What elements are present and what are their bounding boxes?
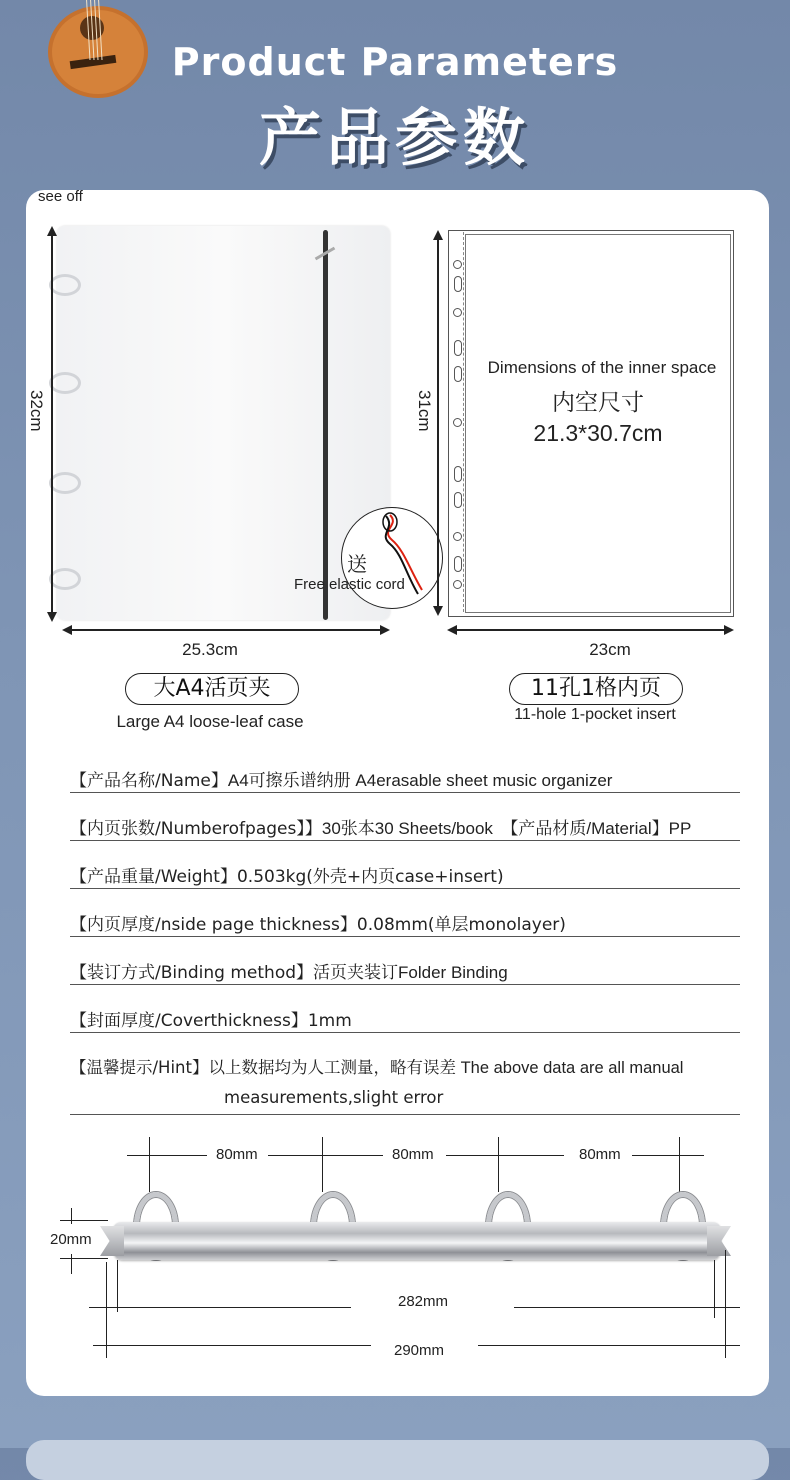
ring-spacing-1: 80mm: [216, 1146, 258, 1163]
dimension-tick: [679, 1137, 680, 1192]
dimension-line: [632, 1155, 704, 1156]
spec-value: 0.503kg(外壳+内页case+insert): [236, 867, 504, 887]
inner-space-label-en: Dimensions of the inner space: [487, 358, 717, 377]
spec-value: A4可擦乐谱纳册 A4erasable sheet music organizer: [227, 771, 613, 790]
dimension-tick: [725, 1250, 726, 1358]
dimension-line: [60, 1220, 108, 1221]
case-name-en: Large A4 loose-leaf case: [116, 712, 304, 731]
arrow-right-icon: [380, 625, 390, 635]
next-card-edge: [26, 1440, 769, 1480]
binder-height-label: 20mm: [50, 1231, 92, 1248]
insert-width-dimension-line: [456, 629, 726, 631]
dimension-line: [89, 1307, 351, 1308]
spec-row-name: [70, 766, 740, 793]
ring-spacing-2: 80mm: [392, 1146, 434, 1163]
spec-row-cover: [70, 1006, 740, 1033]
spec-value-continued: measurements,slight error: [224, 1088, 444, 1107]
insert-hole: [453, 532, 462, 541]
spec-row-weight: [70, 862, 740, 889]
dimension-line: [93, 1345, 371, 1346]
dimension-tick: [714, 1260, 715, 1318]
ring-spacing-3: 80mm: [579, 1146, 621, 1163]
dimension-tick: [106, 1262, 107, 1358]
dimension-line: [478, 1345, 740, 1346]
arrow-up-icon: [433, 230, 443, 240]
insert-hole: [454, 276, 462, 292]
dimension-tick: [71, 1254, 72, 1274]
arrow-left-icon: [447, 625, 457, 635]
binder-total-length: 290mm: [394, 1342, 445, 1359]
case-height-label: 32cm: [27, 390, 46, 432]
spec-label: 【内页张数/Numberofpages】: [70, 819, 305, 839]
dimension-line: [514, 1307, 740, 1308]
insert-name-en: 11-hole 1-pocket insert: [514, 706, 676, 723]
width-dimension-line: [70, 629, 382, 631]
spec-row-thickness: [70, 910, 740, 937]
spec-value: 活页夹装订Folder Binding: [313, 963, 508, 982]
gift-label-cn: 送: [347, 552, 367, 576]
insert-hole: [454, 556, 462, 572]
spec-label: 【内页厚度/nside page thickness】: [70, 915, 357, 935]
arrow-right-icon: [724, 625, 734, 635]
arrow-down-icon: [433, 606, 443, 616]
binder-inner-length: 282mm: [398, 1293, 449, 1310]
dimension-tick: [117, 1260, 118, 1312]
insert-hole: [453, 308, 462, 317]
insert-height-label: 31cm: [415, 390, 434, 432]
height-dimension-line: [51, 234, 53, 614]
insert-hole: [454, 366, 462, 382]
dimension-line: [127, 1155, 207, 1156]
insert-hole: [453, 580, 462, 589]
dimension-tick: [498, 1137, 499, 1192]
spec-row-binding: [70, 958, 740, 985]
dimension-line: [446, 1155, 564, 1156]
dimension-line: [268, 1155, 383, 1156]
spec-label: 【温馨提示/Hint】: [70, 1058, 209, 1077]
spec-label: 【封面厚度/Coverthickness】: [70, 1011, 308, 1031]
arrow-left-icon: [62, 625, 72, 635]
dimension-tick: [71, 1208, 72, 1224]
arrow-down-icon: [47, 612, 57, 622]
case-name-pill: 大A4活页夹: [125, 673, 299, 705]
insert-hole: [453, 260, 462, 269]
elastic-band: [323, 230, 328, 620]
page-title-en: Product Parameters: [171, 40, 619, 84]
inner-space-label-cn: 内空尺寸: [552, 390, 644, 416]
spec-value: 以上数据均为人工测量，略有误差 The above data are all manual: [208, 1059, 684, 1077]
insert-height-dimension-line: [437, 238, 439, 610]
insert-hole: [453, 418, 462, 427]
spec-row-pages: [70, 814, 740, 841]
spec-label: 【产品名称/Name】: [70, 771, 228, 791]
spec-value: 】30张本30 Sheets/book 【产品材质/Material】PP: [304, 819, 692, 838]
insert-width-label: 23cm: [589, 640, 631, 659]
dimension-tick: [149, 1137, 150, 1192]
case-width-label: 25.3cm: [182, 640, 238, 659]
loose-leaf-case-image: [57, 226, 390, 620]
insert-hole: [454, 340, 462, 356]
insert-hole: [454, 466, 462, 482]
insert-name-pill: 11孔1格内页: [509, 673, 683, 705]
spec-value: 0.08mm(单层monolayer): [356, 915, 566, 935]
insert-hole: [454, 492, 462, 508]
dimension-tick: [322, 1137, 323, 1192]
binder-bar: [113, 1222, 721, 1260]
note-text: see off: [38, 188, 83, 205]
spec-value: 1mm: [307, 1011, 352, 1031]
page-title-cn: 产品参数: [258, 101, 531, 174]
spec-label: 【装订方式/Binding method】: [70, 963, 314, 983]
gift-label-en: Free elastic cord: [294, 576, 405, 593]
spec-row-hint: [70, 1054, 740, 1115]
arrow-up-icon: [47, 226, 57, 236]
inner-space-size: 21.3*30.7cm: [533, 420, 663, 446]
dimension-line: [60, 1258, 108, 1259]
spec-label: 【产品重量/Weight】: [70, 867, 237, 887]
